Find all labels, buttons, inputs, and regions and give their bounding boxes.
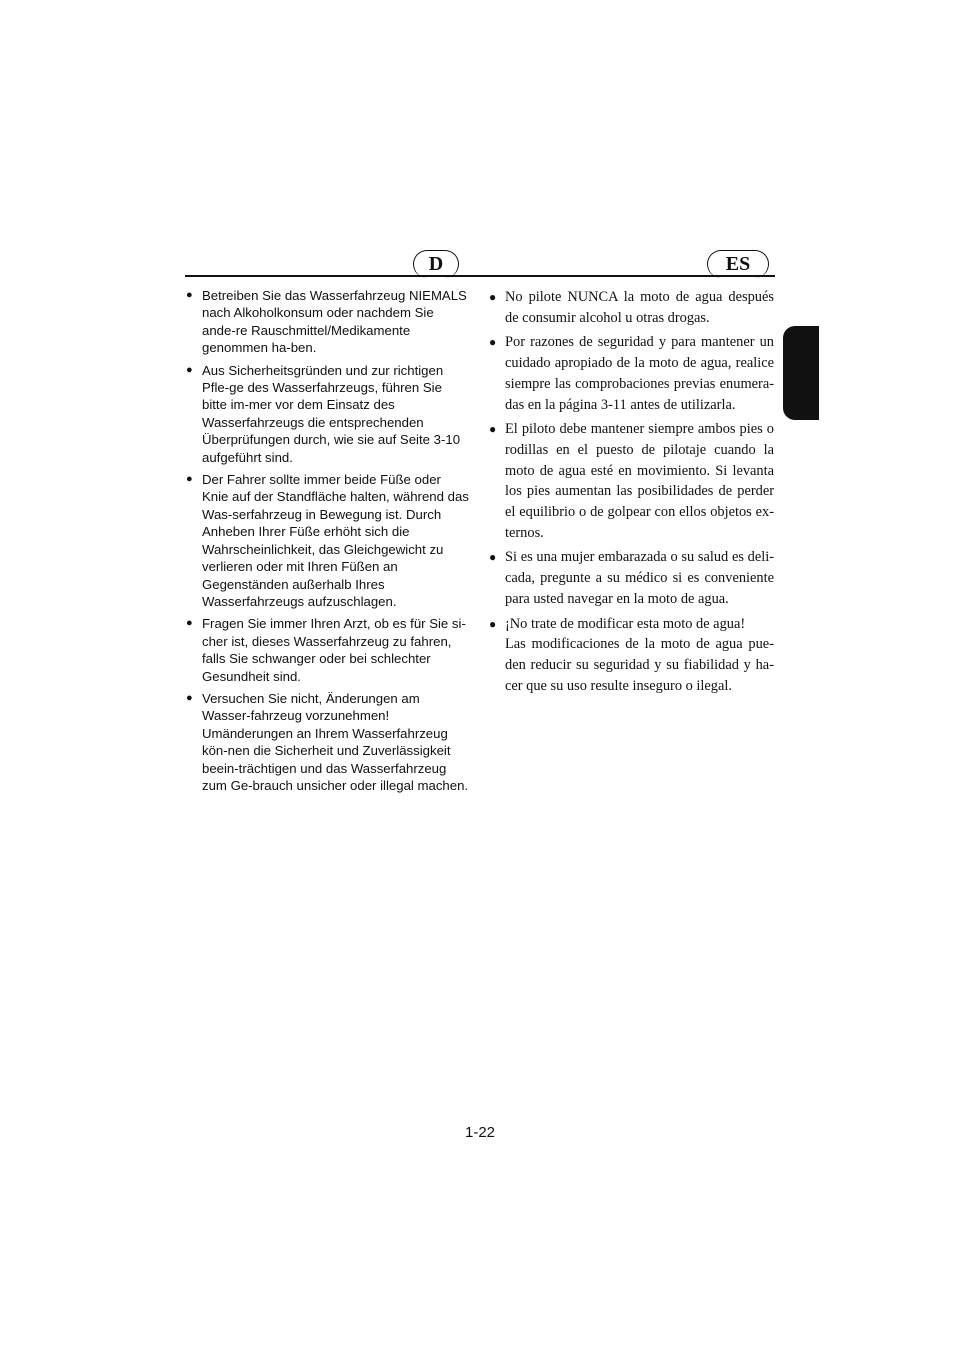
bullet-icon: ● — [489, 290, 497, 304]
bullet-icon: ● — [489, 335, 497, 350]
list-item — [186, 471, 470, 610]
list-item-text: El piloto debe mantener siempre ambos pies o rodillas en el puesto de pilotaje cuando la moto de agua esté en movimiento. Si levanta los pies aumentan las posibilidades de perder el equilibrio o de golpear con ellos objetos ex-ternos. — [505, 421, 774, 541]
bullet-icon: ● — [489, 616, 497, 631]
list-item — [186, 690, 470, 794]
list-item — [489, 287, 774, 328]
list-item-text: Betreiben Sie das Wasserfahrzeug NIEMALS nach Alkoholkonsum oder nachdem Sie ande-re Rauschmittel/Medikamente genommen ha-ben. — [202, 288, 467, 356]
list-item-text: No pilote NUNCA la moto de agua después de consumir alcohol u otras drogas. — [505, 289, 774, 326]
language-badge-german: D — [413, 250, 459, 278]
list-item — [489, 614, 774, 697]
bullet-icon: ● — [186, 617, 193, 630]
list-item-text: Aus Sicherheitsgründen und zur richtigen Pfle-ge des Wasserfahrzeugs, führen Sie bitte im-mer vor dem Einsatz des Wasserfahrzeugs die entsprechenden Überprüfungen durch, wie sie auf Seite 3-10 aufgeführt sind. — [202, 362, 461, 465]
bullet-icon: ● — [186, 473, 193, 486]
list-item — [186, 615, 470, 685]
bullet-icon: ● — [489, 550, 497, 565]
list-item-text: Por razones de seguridad y para mantener un cuidado apropiado de la moto de agua, realice siempre las comprobaciones previas enumera-das en la página 3-11 antes de utilizarla. — [505, 334, 774, 413]
list-item-text: Si es una mujer embarazada o su salud es deli-cada, pregunte a su médico si es conveniente para usted navegar en la moto de agua. — [505, 549, 774, 607]
bullet-icon: ● — [186, 289, 193, 301]
list-item — [489, 419, 774, 543]
list-item — [186, 362, 470, 466]
list-item-text: ¡No trate de modificar esta moto de agua! Las modificaciones de la moto de agua pue-den reducir su seguridad y su fiabilidad y ha-cer que su uso resulte inseguro o ilegal. — [505, 615, 774, 694]
german-column — [186, 287, 470, 799]
bullet-icon: ● — [186, 363, 193, 376]
bullet-icon: ● — [186, 691, 193, 704]
list-item — [186, 287, 470, 357]
list-item — [489, 332, 774, 415]
spanish-column — [489, 287, 774, 700]
bullet-icon: ● — [489, 422, 497, 437]
section-tab — [783, 326, 819, 420]
header-rule — [185, 275, 775, 277]
list-item-text: Versuchen Sie nicht, Änderungen am Wasser-fahrzeug vorzunehmen! Umänderungen an Ihrem Wasserfahrzeug kön-nen die Sicherheit und Zuverlässigkeit beein-trächtigen und das Wasserfahrzeug zum Ge-brauch unsicher oder illegal machen. — [202, 690, 469, 793]
language-badge-spanish: ES — [707, 250, 769, 278]
list-item-text: Der Fahrer sollte immer beide Füße oder Knie auf der Standfläche halten, während das Was-serfahrzeug in Bewegung ist. Durch Anheben Ihrer Füße erhöht sich die Wahrscheinlichkeit, das Gleichgewicht zu verlieren oder mit Ihren Füßen an Gegenständen außerhalb Ihres Wasserfahrzeugs aufzuschlagen. — [202, 472, 469, 609]
list-item-text: Fragen Sie immer Ihren Arzt, ob es für Sie si-cher ist, dieses Wasserfahrzeug zu fahren, falls Sie schwanger oder bei schlechter Gesundheit sind. — [202, 616, 466, 684]
page-number: 1-22 — [464, 1124, 496, 1141]
list-item — [489, 547, 774, 609]
